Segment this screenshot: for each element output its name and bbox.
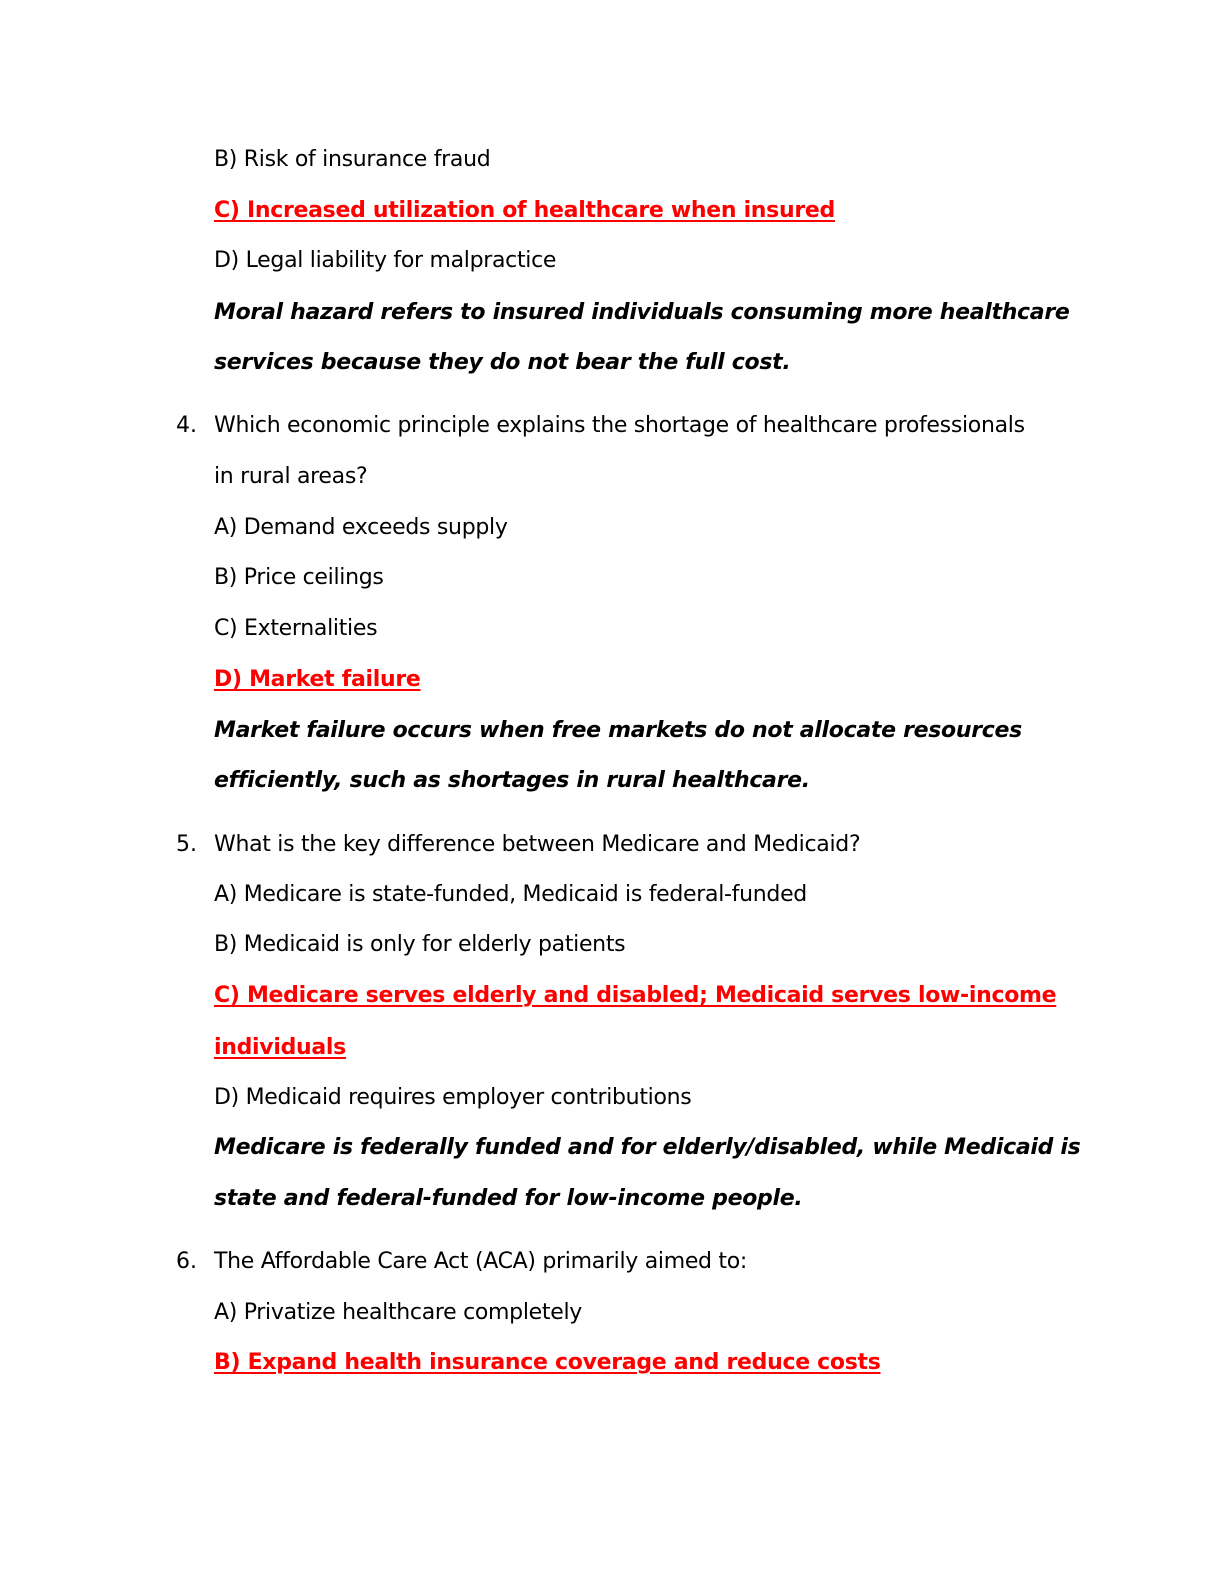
q4-option-a: A) Demand exceeds supply: [214, 515, 508, 540]
q4-explanation-line2: efficiently, such as shortages in rural healthcare.: [214, 768, 810, 793]
q5-number: 5.: [176, 832, 197, 857]
q4-question-line1: Which economic principle explains the shortage of healthcare professionals: [214, 413, 1025, 438]
q5-option-c-correct-line2: individuals: [214, 1035, 346, 1060]
q3-explanation-line1: Moral hazard refers to insured individuals consuming more healthcare: [214, 300, 1070, 325]
q3-option-c-correct: C) Increased utilization of healthcare when insured: [214, 198, 835, 223]
q5-option-d: D) Medicaid requires employer contributions: [214, 1085, 692, 1110]
q6-question: The Affordable Care Act (ACA) primarily aimed to:: [214, 1249, 748, 1274]
q5-question: What is the key difference between Medicare and Medicaid?: [214, 832, 861, 857]
q5-explanation-line2: state and federal-funded for low-income people.: [214, 1186, 803, 1211]
q4-option-c: C) Externalities: [214, 616, 378, 641]
q4-explanation-line1: Market failure occurs when free markets do not allocate resources: [214, 718, 1022, 743]
q5-option-b: B) Medicaid is only for elderly patients: [214, 932, 626, 957]
q3-explanation-line2: services because they do not bear the full cost.: [214, 350, 791, 375]
q5-option-c-correct-line1: C) Medicare serves elderly and disabled; Medicaid serves low-income: [214, 983, 1057, 1008]
q4-option-d-correct: D) Market failure: [214, 667, 421, 692]
q3-option-d: D) Legal liability for malpractice: [214, 248, 557, 273]
q4-option-b: B) Price ceilings: [214, 565, 384, 590]
q3-option-b: B) Risk of insurance fraud: [214, 147, 491, 172]
q4-question-line2: in rural areas?: [214, 464, 368, 489]
q6-number: 6.: [176, 1249, 197, 1274]
q6-option-b-correct: B) Expand health insurance coverage and reduce costs: [214, 1350, 881, 1375]
q4-number: 4.: [176, 413, 197, 438]
q6-option-a: A) Privatize healthcare completely: [214, 1300, 582, 1325]
q5-explanation-line1: Medicare is federally funded and for elderly/disabled, while Medicaid is: [214, 1135, 1081, 1160]
q5-option-a: A) Medicare is state-funded, Medicaid is federal-funded: [214, 882, 807, 907]
